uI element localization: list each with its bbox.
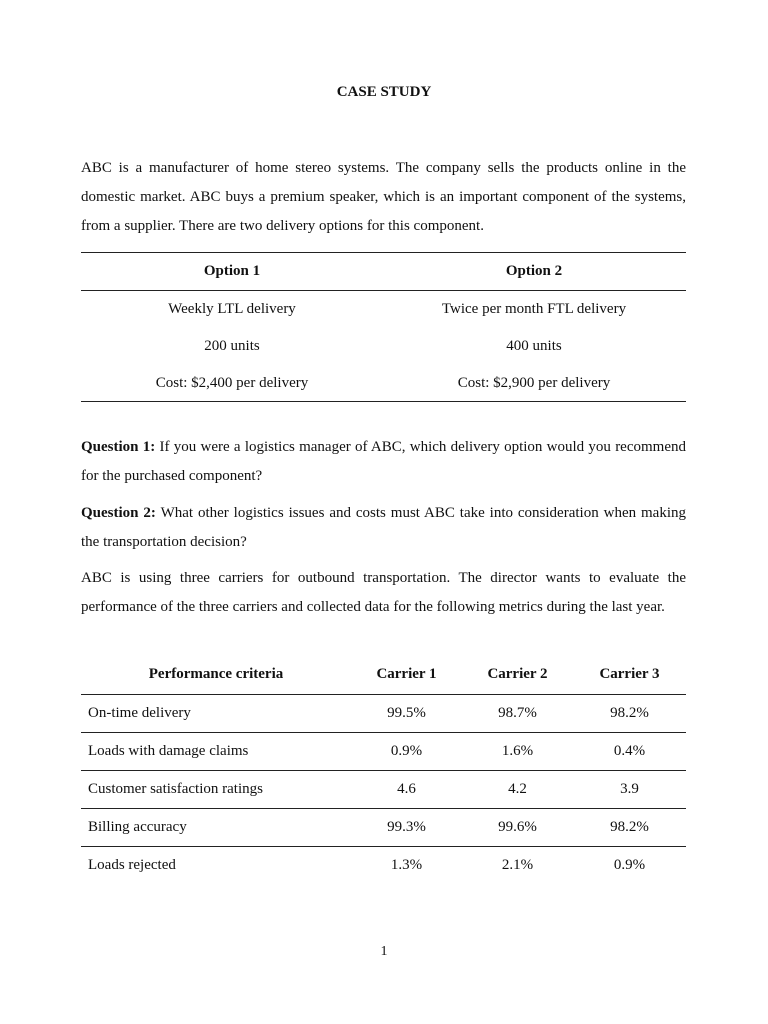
carrier-2-cell: 1.6% xyxy=(501,743,534,759)
table-row xyxy=(81,694,686,732)
carrier-3-cell: 0.9% xyxy=(613,857,646,873)
criteria-cell: On-time delivery xyxy=(88,705,191,721)
carriers-intro-paragraph: ABC is using three carriers for outbound transportation. The director wants to evaluate the performance of the three carriers and collected data for the following metrics during the last year. xyxy=(81,570,686,615)
carrier-2-cell: 99.6% xyxy=(498,819,537,835)
carrier-2-cell: 98.7% xyxy=(498,705,537,721)
options-row xyxy=(81,328,686,365)
carrier-1-cell: 99.5% xyxy=(387,705,426,721)
intro-paragraph: ABC is a manufacturer of home stereo systems. The company sells the products online in the domestic market. ABC buys a premium speaker, which is an important component of the systems, from a supplier. There are two delivery options for this component. xyxy=(81,160,686,234)
table-row xyxy=(81,770,686,808)
carrier-1-cell: 0.9% xyxy=(390,743,423,759)
table-row xyxy=(81,808,686,846)
options-header-row xyxy=(81,253,686,291)
criteria-cell: Loads rejected xyxy=(88,857,176,873)
criteria-cell: Billing accuracy xyxy=(88,819,187,835)
carrier-2-cell: 4.2 xyxy=(508,781,527,797)
option-2-header: Option 2 xyxy=(505,263,563,279)
performance-header-row xyxy=(81,654,686,694)
page-number: 1 xyxy=(380,944,388,959)
question-2-text: What other logistics issues and costs must ABC take into consideration when making the transportation decision? xyxy=(81,505,686,550)
criteria-cell: Customer satisfaction ratings xyxy=(88,781,263,797)
carrier-3-cell: 98.2% xyxy=(610,705,649,721)
options-row xyxy=(81,291,686,328)
carrier-3-header: Carrier 3 xyxy=(599,665,660,682)
question-2 xyxy=(81,499,686,557)
option-1-header: Option 1 xyxy=(203,263,261,279)
question-1-label: Question 1: xyxy=(81,439,156,455)
carrier-1-cell: 99.3% xyxy=(387,819,426,835)
options-row xyxy=(81,365,686,402)
carrier-performance-table xyxy=(81,654,686,884)
option-2-cell: Twice per month FTL delivery xyxy=(441,301,627,317)
carrier-1-cell: 1.3% xyxy=(390,857,423,873)
option-1-cell: Cost: $2,400 per delivery xyxy=(155,375,309,391)
carrier-3-cell: 0.4% xyxy=(613,743,646,759)
table-row xyxy=(81,846,686,884)
option-1-cell: 200 units xyxy=(204,338,260,354)
question-1-text: If you were a logistics manager of ABC, which delivery option would you recommend for the purchased component? xyxy=(81,439,686,484)
criteria-cell: Loads with damage claims xyxy=(88,743,249,759)
option-2-cell: Cost: $2,900 per delivery xyxy=(457,375,611,391)
table-row xyxy=(81,732,686,770)
option-2-cell: 400 units xyxy=(506,338,562,354)
carrier-2-cell: 2.1% xyxy=(501,857,534,873)
question-1 xyxy=(81,433,686,491)
carrier-3-cell: 98.2% xyxy=(610,819,649,835)
carrier-3-cell: 3.9 xyxy=(620,781,639,797)
carrier-1-header: Carrier 1 xyxy=(376,665,437,682)
criteria-header: Performance criteria xyxy=(148,665,284,682)
carrier-1-cell: 4.6 xyxy=(397,781,416,797)
delivery-options-table xyxy=(81,252,686,402)
option-1-cell: Weekly LTL delivery xyxy=(168,301,296,317)
page-title: CASE STUDY xyxy=(336,84,432,100)
question-2-label: Question 2: xyxy=(81,505,156,521)
carrier-2-header: Carrier 2 xyxy=(487,665,548,682)
